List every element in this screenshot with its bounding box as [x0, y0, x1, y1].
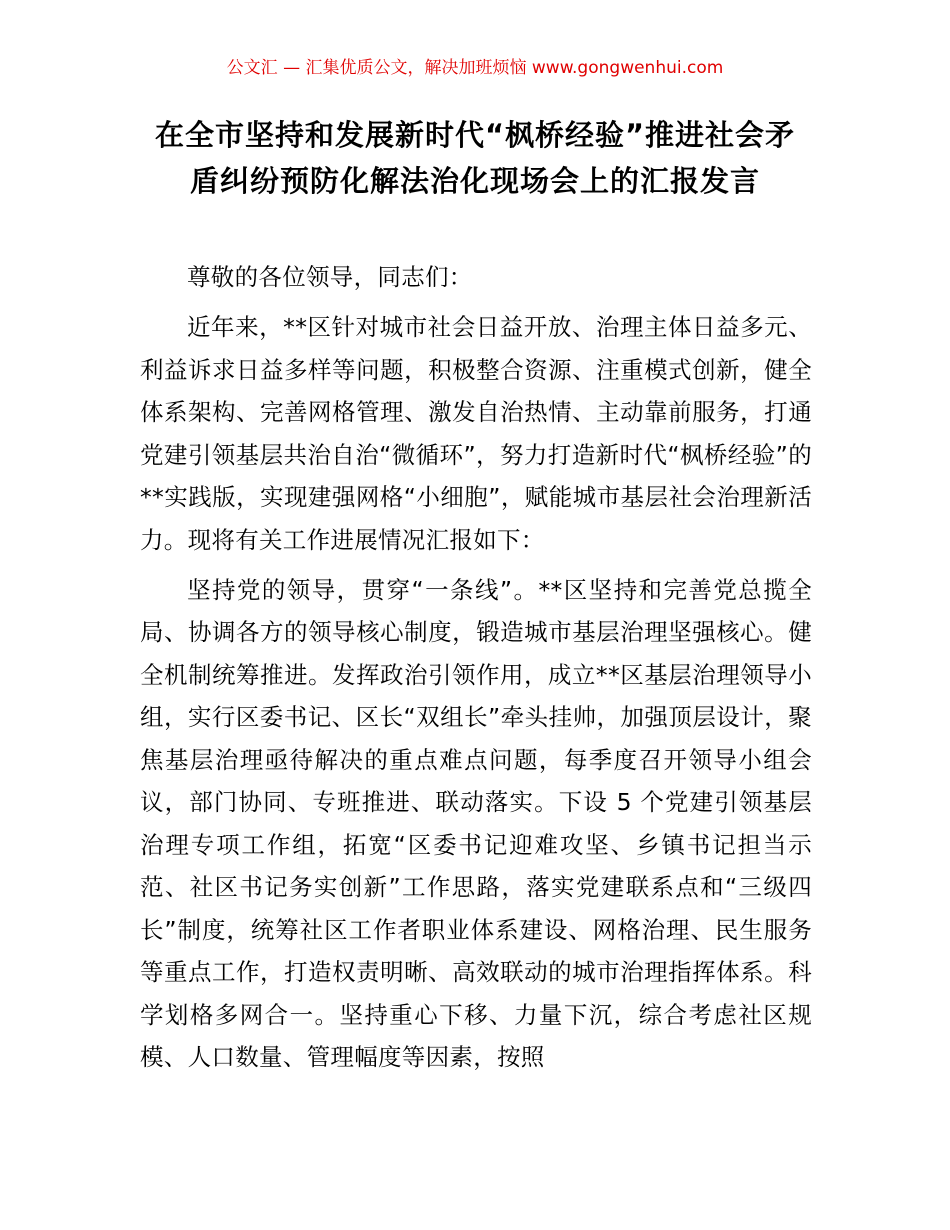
header-banner: 公文汇 — 汇集优质公文，解决加班烦恼 www.gongwenhui.com [226, 58, 724, 78]
document-title: 在全市坚持和发展新时代“枫桥经验”推进社会矛盾纠纷预防化解法治化现场会上的汇报发言 [154, 118, 796, 198]
body-paragraph: 近年来，**区针对城市社会日益开放、治理主体日益多元、利益诉求日益多样等问题，积极整合资源、注重模式创新，健全体系架构、完善网格管理、激发自治热情、主动靠前服务，打通党建引领基层共治自治“微循环”，努力打造新时代“枫桥经验”的**实践版，实现建强网格“小细胞”，赋能城市基层社会治理新活力。现将有关工作进展情况汇报如下： [140, 313, 812, 554]
document-body [140, 256, 812, 1086]
body-paragraph: 坚持党的领导，贯穿“一条线”。**区坚持和完善党总揽全局、协调各方的领导核心制度，锻造城市基层治理坚强核心。健全机制统筹推进。发挥政治引领作用，成立**区基层治理领导小组，实行区委书记、区长“双组长”牵头挂帅，加强顶层设计，聚焦基层治理亟待解决的重点难点问题，每季度召开领导小组会议，部门协同、专班推进、联动落实。下设 5 个党建引领基层治理专项工作组，拓宽“区委书记迎难攻坚、乡镇书记担当示范、社区书记务实创新”工作思路，落实党建联系点和“三级四长”制度，统筹社区工作者职业体系建设、网格治理、民生服务等重点工作，打造权责明晰、高效联动的城市治理指挥体系。科学划格多网合一。坚持重心下移、力量下沉，综合考虑社区规模、人口数量、管理幅度等因素，按照 [140, 575, 812, 1071]
salutation: 尊敬的各位领导，同志们： [187, 263, 473, 291]
